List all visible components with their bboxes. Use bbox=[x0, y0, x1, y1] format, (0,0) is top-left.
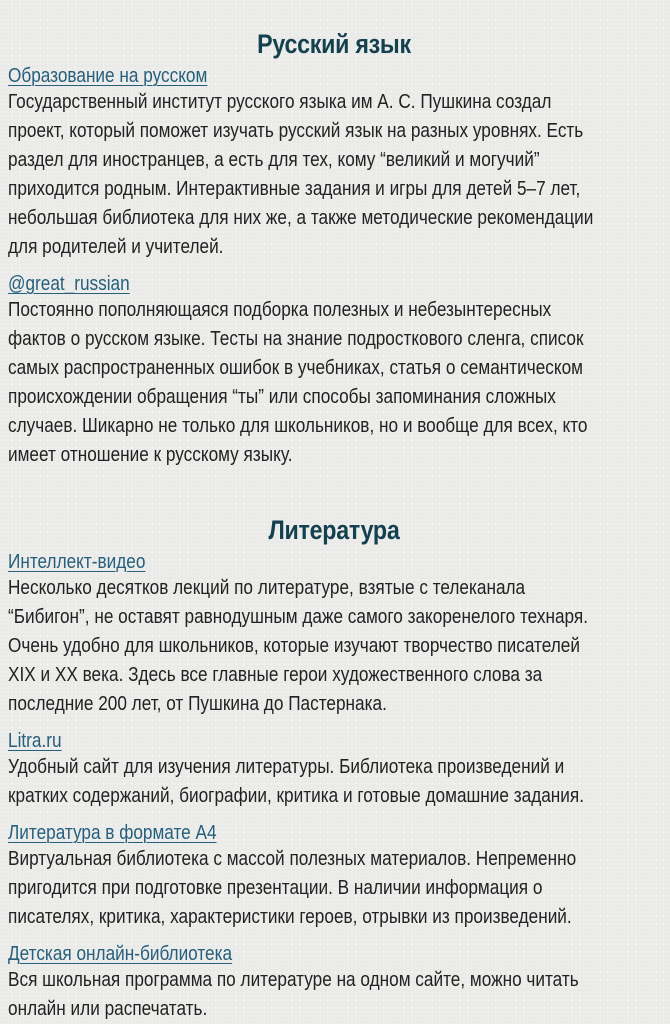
section-literature bbox=[8, 514, 660, 1024]
entry-link-litra[interactable]: Litra.ru bbox=[8, 730, 62, 752]
entry-description: Государственный институт русского языка им А. С. Пушкина создал проект, который поможет изучать русский язык на разных уровнях. Есть раздел для иностранцев, а есть для тех, кому “великий и могучий” приходится родным. Интерактивные задания и игры для детей 5–7 лет, небольшая библиотека для них же, а также методические рекомендации для родителей и учителей. bbox=[8, 91, 594, 258]
entry-description: Несколько десятков лекций по литературе, взятые с телеканала “Бибигон”, не оставят равнодушным даже самого закоренелого технаря. Очень удобно для школьников, которые изучают творчество писателей XIX и XX века. Здесь все главные герои художественного слова за последние 200 лет, от Пушкина до Пастернака. bbox=[8, 577, 589, 715]
entry-link-intellekt-video[interactable]: Интеллект-видео bbox=[8, 551, 146, 573]
entry-link-obrazovanie[interactable]: Образование на русском bbox=[8, 65, 208, 87]
entry-description: Удобный сайт для изучения литературы. Библиотека произведений и кратких содержаний, биографии, критика и готовые домашние задания. bbox=[8, 756, 585, 807]
entry-link-literatura-a4[interactable]: Литература в формате А4 bbox=[8, 822, 217, 844]
entry-description: Виртуальная библиотека с массой полезных материалов. Непременно пригодится при подготовке презентации. В наличии информация о писателях, критика, характеристики героев, отрывки из произведений. bbox=[8, 848, 577, 928]
section-title: Русский язык bbox=[257, 29, 411, 59]
entry-litra bbox=[8, 729, 660, 811]
section-title: Литература bbox=[268, 515, 400, 545]
section-russian-language bbox=[8, 28, 660, 470]
entry-link-kids-library[interactable]: Детская онлайн-библиотека bbox=[8, 943, 233, 965]
entry-link-great-russian[interactable]: @great_russian bbox=[8, 273, 130, 295]
entry-literatura-a4 bbox=[8, 821, 660, 932]
entry-obrazovanie bbox=[8, 64, 660, 262]
entry-description: Вся школьная программа по литературе на одном сайте, можно читать онлайн или распечатать. bbox=[8, 969, 579, 1020]
entry-great-russian bbox=[8, 272, 660, 470]
entry-kids-library bbox=[8, 942, 660, 1024]
entry-intellekt-video bbox=[8, 550, 660, 719]
entry-description: Постоянно пополняющаяся подборка полезных и небезынтересных фактов о русском языке. Тесты на знание подросткового сленга, список самых распространенных ошибок в учебниках, статья о семантическом происхождении обращения “ты” или способы запоминания сложных случаев. Шикарно не только для школьников, но и вообще для всех, кто имеет отношение к русскому языку. bbox=[8, 299, 588, 466]
